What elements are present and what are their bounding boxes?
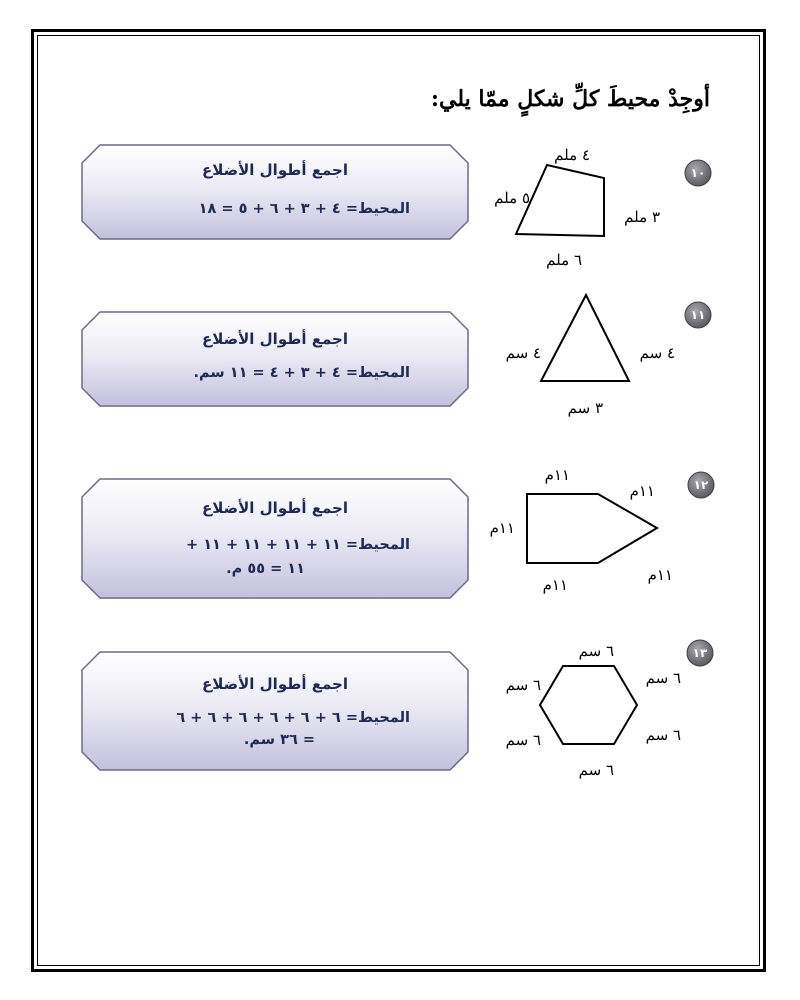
- side-label-top: ٤ ملم: [554, 146, 590, 164]
- side-label-bottom: ٦ سم: [578, 761, 614, 779]
- figure-pentagon: [0, 450, 800, 650]
- problem-number: ١١: [690, 308, 706, 322]
- answer-title: اجمع أطوال الأضلاع: [202, 161, 348, 179]
- side-label-top-left: ٦ سم: [505, 676, 541, 694]
- pentagon-shape: [527, 494, 657, 563]
- problem-number: ١٠: [690, 166, 706, 180]
- side-label-bottom-right: ١١م: [647, 566, 673, 584]
- answer-title: اجمع أطوال الأضلاع: [202, 330, 348, 348]
- side-label-top-right: ١١م: [629, 482, 655, 500]
- page-heading: أوجِدْ محيطَ كلِّ شكلٍ ممّا يلي:: [430, 86, 710, 112]
- side-label-bottom-right: ٦ سم: [645, 726, 681, 744]
- answer-title: اجمع أطوال الأضلاع: [202, 499, 348, 517]
- answer-line-2: ١١ = ٥٥ م.: [226, 561, 305, 577]
- answer-line-1: المحيط= ٤ + ٣ + ٤ = ١١ سم.: [193, 365, 410, 381]
- problem-number: ١٣: [692, 646, 708, 660]
- answer-line-1: المحيط= ١١ + ١١ + ١١ + ١١ +: [186, 537, 410, 553]
- answer-title: اجمع أطوال الأضلاع: [202, 675, 348, 693]
- side-label-left: ٥ ملم: [494, 189, 530, 207]
- side-label-bottom: ١١م: [542, 576, 568, 594]
- answer-line-2: = ٣٦ سم.: [243, 732, 315, 748]
- side-label-left: ٤ سم: [505, 344, 541, 362]
- side-label-bottom-left: ٦ سم: [505, 731, 541, 749]
- hexagon-shape: [540, 666, 637, 744]
- side-label-top: ٦ سم: [578, 642, 614, 660]
- answer-line-1: المحيط= ٦ + ٦ + ٦ + ٦ + ٦ + ٦: [176, 710, 410, 726]
- side-label-bottom: ٦ ملم: [546, 251, 582, 269]
- side-label-top: ١١م: [544, 466, 570, 484]
- answer-line-1: المحيط= ٤ + ٣ + ٦ + ٥ = ١٨: [198, 201, 410, 217]
- problem-number: ١٢: [693, 478, 709, 492]
- side-label-left: ١١م: [489, 519, 515, 537]
- triangle-shape: [541, 295, 629, 381]
- side-label-top-right: ٦ سم: [645, 669, 681, 687]
- side-label-bottom: ٣ سم: [567, 399, 603, 417]
- side-label-right: ٤ سم: [639, 344, 675, 362]
- side-label-right: ٣ ملم: [624, 208, 660, 226]
- figure-hexagon: [0, 630, 800, 830]
